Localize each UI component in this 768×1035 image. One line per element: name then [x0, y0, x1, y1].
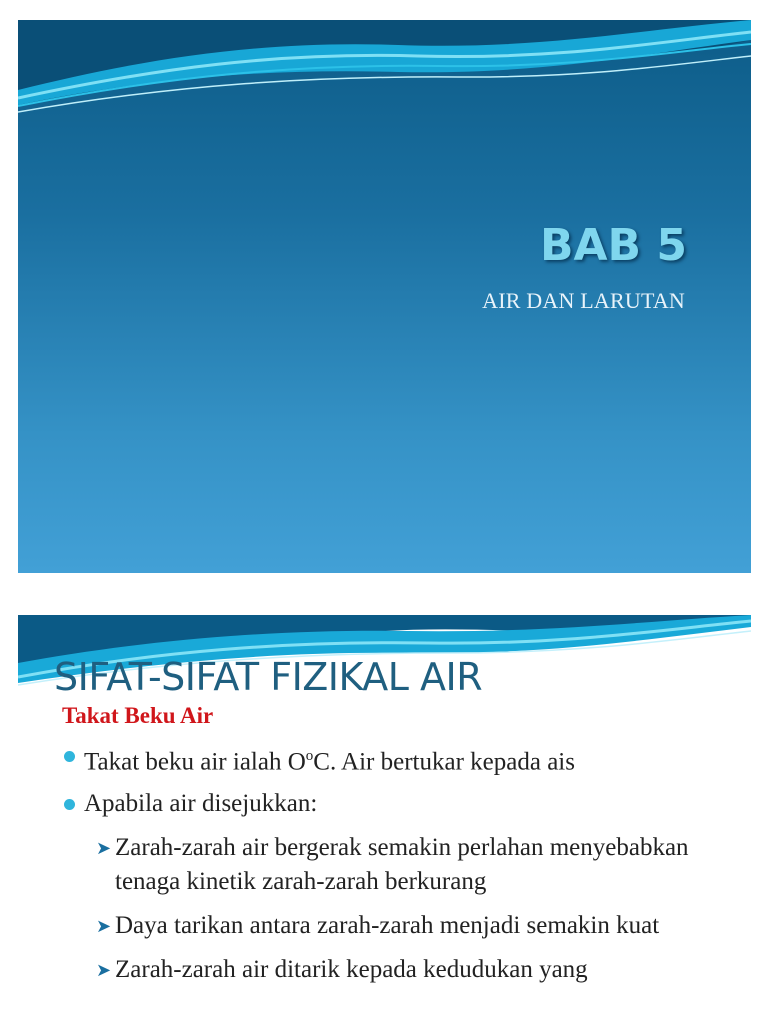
- list-item: Apabila air disejukkan:: [62, 787, 742, 821]
- circle-bullet-icon: [64, 751, 75, 762]
- sub-list-item: ➤ Daya tarikan antara zarah-zarah menjadi semakin kuat: [62, 909, 742, 943]
- title-slide: [18, 20, 751, 573]
- slide-title: SIFAT-SIFAT FIZIKAL AIR: [54, 655, 483, 699]
- list-item: Takat beku air ialah $O^oC$. Air bertukar kepada ais: [62, 739, 742, 779]
- arrow-bullet-icon: ➤: [96, 838, 112, 859]
- sub-list-item: ➤ Zarah-zarah air ditarik kepada kedudukan yang: [62, 953, 742, 987]
- slide-subtitle: AIR DAN LARUTAN: [482, 288, 685, 313]
- arrow-bullet-icon: ➤: [96, 916, 112, 937]
- circle-bullet-icon: [64, 799, 75, 810]
- slide-title: BAB 5: [539, 220, 687, 271]
- arrow-bullet-icon: ➤: [96, 960, 112, 981]
- wave-decoration: [18, 20, 751, 130]
- bullet-list: [62, 739, 742, 987]
- sub-list-item: ➤ Zarah-zarah air bergerak semakin perlahan menyebabkan tenaga kinetik zarah-zarah berkurang: [62, 831, 742, 899]
- content-slide: [18, 615, 751, 1035]
- section-heading: Takat Beku Air: [62, 703, 214, 728]
